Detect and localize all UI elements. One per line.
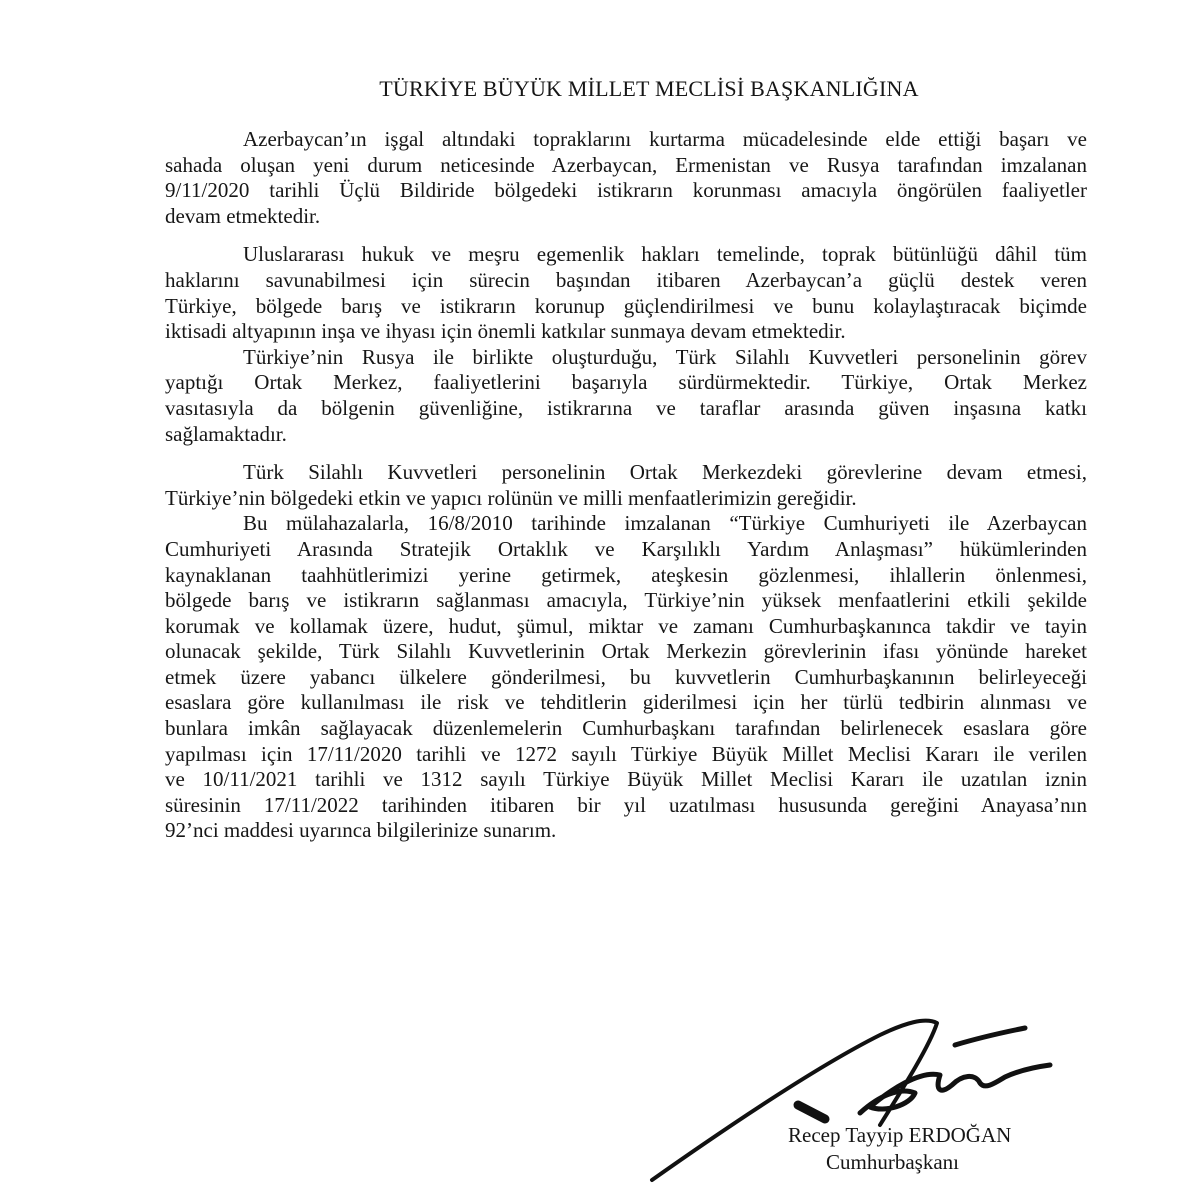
paragraph-4 xyxy=(165,460,1087,511)
paragraph-line: Cumhuriyeti Arasında Stratejik Ortaklık ve Karşılıklı Yardım Anlaşması” hükümlerinden xyxy=(165,536,1087,561)
paragraph-line: yaptığı Ortak Merkez, faaliyetlerini başarıyla sürdürmektedir. Türkiye, Ortak Merkez xyxy=(165,370,1087,395)
paragraph-line: Bu mülahazalarla, 16/8/2010 tarihinde imzalanan “Türkiye Cumhuriyeti ile Azerbaycan xyxy=(243,511,1087,536)
paragraph-5 xyxy=(165,511,1087,844)
paragraph-line: sahada oluşan yeni durum neticesinde Azerbaycan, Ermenistan ve Rusya tarafından imzalanan xyxy=(165,152,1087,177)
paragraph-line: sağlamaktadır. xyxy=(165,421,287,446)
letter-heading: TÜRKİYE BÜYÜK MİLLET MECLİSİ BAŞKANLIĞINA xyxy=(379,76,919,101)
paragraph-line: esaslara göre kullanılması ile risk ve tehditlerin giderilmesi için her türlü tedbirin alınması ve xyxy=(165,690,1087,715)
paragraph-line: Türkiye, bölgede barış ve istikrarın korunup güçlendirilmesi ve bunu kolaylaştıracak biçimde xyxy=(165,293,1087,318)
paragraph-line: olunacak şekilde, Türk Silahlı Kuvvetlerinin Ortak Merkezin görevlerinin ifası yönünde hareket xyxy=(165,639,1087,664)
paragraph-line: ve 10/11/2021 tarihli ve 1312 sayılı Türkiye Büyük Millet Meclisi Kararı ile uzatılan iznin xyxy=(165,767,1087,792)
paragraph-line: bölgede barış ve istikrarın sağlanması amacıyla, Türkiye’nin yüksek menfaatlerini etkili şekilde xyxy=(165,588,1087,613)
paragraph-line: Türkiye’nin bölgedeki etkin ve yapıcı rolünün ve milli menfaatlerimizin gereğidir. xyxy=(165,485,857,510)
paragraph-line: bunlara imkân sağlayacak düzenlemelerin Cumhurbaşkanı tarafından belirlenecek esaslara göre xyxy=(165,716,1087,741)
paragraph-line: 92’nci maddesi uyarınca bilgilerinize sunarım. xyxy=(165,818,557,843)
paragraph-line: iktisadi altyapının inşa ve ihyası için önemli katkılar sunmaya devam etmektedir. xyxy=(165,319,846,344)
letter-body xyxy=(165,127,1087,844)
paragraph-line: Türk Silahlı Kuvvetleri personelinin Ortak Merkezdeki görevlerine devam etmesi, xyxy=(243,460,1087,485)
paragraph-line: 9/11/2020 tarihli Üçlü Bildiride bölgedeki istikrarın korunması amacıyla öngörülen faaliyetler xyxy=(165,178,1087,203)
signer-title: Cumhurbaşkanı xyxy=(826,1150,959,1174)
signature-block xyxy=(640,995,1120,1195)
paragraph-line: Türkiye’nin Rusya ile birlikte oluşturduğu, Türk Silahlı Kuvvetleri personelinin görev xyxy=(243,344,1087,369)
paragraph-line: devam etmektedir. xyxy=(165,203,321,228)
paragraph-line: haklarını savunabilmesi için sürecin başından itibaren Azerbaycan’a güçlü destek veren xyxy=(165,267,1087,292)
paragraph-3 xyxy=(165,345,1087,447)
paragraph-line: Azerbaycan’ın işgal altındaki topraklarını kurtarma mücadelesinde elde ettiği başarı ve xyxy=(243,127,1087,151)
paragraph-2 xyxy=(165,242,1087,344)
paragraph-line: kaynaklanan taahhütlerimizi yerine getirmek, ateşkesin gözlenmesi, ihlallerin önlenmesi, xyxy=(165,562,1087,587)
paragraph-line: etmek üzere yabancı ülkelere gönderilmesi, bu kuvvetlerin Cumhurbaşkanının belirleyeceği xyxy=(165,664,1087,689)
paragraph-line: Uluslararası hukuk ve meşru egemenlik hakları temelinde, toprak bütünlüğü dâhil tüm xyxy=(243,242,1087,267)
signer-name: Recep Tayyip ERDOĞAN xyxy=(788,1123,1012,1147)
paragraph-line: korumak ve kollamak üzere, hudut, şümul, miktar ve zamanı Cumhurbaşkanınca takdir ve tayin xyxy=(165,613,1087,638)
paragraph-line: vasıtasıyla da bölgenin güvenliğine, istikrarına ve taraflar arasında güven inşasına katkı xyxy=(165,395,1087,420)
paragraph-line: süresinin 17/11/2022 tarihinden itibaren bir yıl uzatılması hususunda gereğini Anayasa’nın xyxy=(165,792,1087,817)
paragraph-1 xyxy=(165,127,1087,229)
paragraph-line: yapılması için 17/11/2020 tarihli ve 1272 sayılı Türkiye Büyük Millet Meclisi Kararı ile verilen xyxy=(165,741,1087,766)
